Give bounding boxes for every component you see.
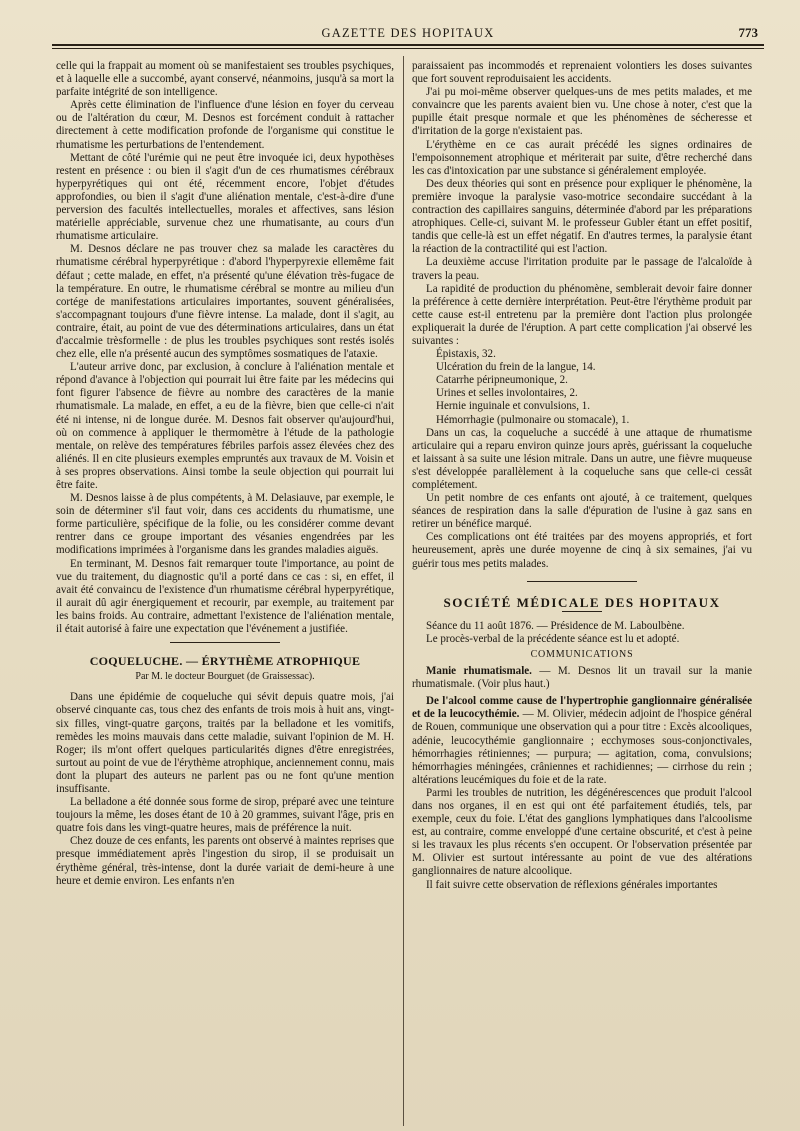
article-title: COQUELUCHE. — ÉRYTHÈME ATROPHIQUE (89, 654, 361, 669)
short-rule (562, 611, 602, 612)
paragraph: Dans une épidémie de coqueluche qui sévit depuis quatre mois, j'ai observé cinquante cas, tous chez des enfants de trois mois à huit ans, vingt-six filles, vingt-quatre garçons, traités par la belladone et les vomitifs, remèdes les moins mauvais dans cette maladie, suivant l'opinion de M. H. Roger; ils m'ont offert quelques particularités dignes d'être enregistrées, surtout au point de vue de l'érythème atrophique, anciennement connu, mais dont la plupart des auteurs ne parlent pas ou ne font qu'une mention insuffisante. (56, 691, 394, 795)
communication-title: Manie rhumatismale. (426, 665, 532, 678)
paragraph: Des deux théories qui sont en présence pour expliquer le phénomène, la première invoque la paralysie vaso-motrice secondaire succédant à la contraction des capillaires sanguins, déterminée d'abord par les préparations atrophiques. Celle-ci, suivant M. le professeur Gubler étant un effet positif, tandis que celle-là est un effet négatif. En d'autres termes, la paralysie étant la réaction de la contractilité qui est l'action. (412, 177, 752, 256)
page-header (52, 18, 764, 46)
paragraph: Dans un cas, la coqueluche a succédé à une attaque de rhumatisme articulaire qui a reparu environ quinze jours après, guérissant la coqueluche et laissant à sa suite une lésion mitrale. Dans un autre, une fièvre muqueuse s'est développée parallèlement à la coqueluche sans que celle-ci cessât complétement. (412, 426, 752, 491)
right-column (412, 60, 752, 1128)
list-item: Urines et selles involontaires, 2. (436, 387, 578, 400)
communication-text: — M. Desnos lit un travail sur la manie rhumatismale. (Voir plus haut.) (412, 665, 752, 691)
paragraph: Après cette élimination de l'influence d'une lésion en foyer du cerveau ou de l'altération du cœur, M. Desnos est forcément conduit à rattacher directement à cette modification profonde de l'organisme qui constitue le rhumatisme les perturbations de l'entendement. (56, 99, 394, 151)
paragraph: L'auteur arrive donc, par exclusion, à conclure à l'aliénation mentale et répond d'avance à l'objection qui pourrait lui être faite par les médecins qui font figurer l'absence de fièvre au nombre des caractères de la manie rhumatismale. La malade, en effet, a eu de la fièvre, bien que celle-ci n'ait été ni intense, ni de longue durée. M. Desnos fait observer qu'aujourd'hui, où on commence à appliquer le thermomètre à l'étude de la pathologie mentale, on relève des températures fébriles parfois assez élevées chez des aliénés. Il en cite plusieurs exemples empruntés aux travaux de M. Voisin et à ses propres observations. Ainsi tombe la seule objection qui pourrait lui être faite. (56, 361, 394, 491)
paragraph: Mettant de côté l'urémie qui ne peut être invoquée ici, deux hypothèses restent en présence : ou bien il s'agit d'un de ces rhumatismes cérébraux hyperpyrétiques qui ont été, récemment encore, l'objet d'études approfondies, ou bien il s'agit d'une aliénation mentale, c'est-à-dire d'une perversion des facultés intellectuelles, morales et affectives, sans lésion matérielle appréciable, survenue chez une rhumatisante, au cours d'un rhumatisme articulaire. (56, 151, 394, 243)
paragraph: M. Desnos déclare ne pas trouver chez sa malade les caractères du rhumatisme cérébral hyperpyrétique : d'abord l'hyperpyrexie ellemême fait défaut ; cette malade, en effet, n'a présenté qu'une élévation très-fugace de la température. En outre, le rhumatisme cérébral se montre au milieu d'un cortége de manifestations articulaires importantes, souvent généralisées, s'accompagnant toujours d'une fièvre intense. La malade, dont il s'agit, au contraire, était, au point de vue des déterminations articulaires, dans un état d'accalmie trèsformelle : de plus les troubles psychiques sont restés isolés chez elle, elle n'a présenté aucun des symptômes sosmatiques de l'ataxie. (56, 243, 394, 361)
paragraph: La deuxième accuse l'irritation produite par le passage de l'alcaloïde à travers la peau. (412, 256, 752, 282)
paragraph: En terminant, M. Desnos fait remarquer toute l'importance, au point de vue du traitement, du diagnostic qu'il a porté dans ce cas : si, en effet, il avait été convaincu de l'existence d'un rhumatisme cérébral hyperpyrétique, il aurait dû agir énergiquement et recourir, par exemple, au traitement par les bains froids. Au contraire, admettant l'existence de l'aliénation mentale, il était autorisé à faire une expectation que l'événement a justifiée. (56, 557, 394, 636)
paragraph (412, 695, 752, 787)
paragraph: La belladone a été donnée sous forme de sirop, préparé avec une teinture toujours la même, les doses étant de 10 à 20 grammes, suivant l'âge, pris en quatre fois dans les vingt-quatre heures, mais de préférence la nuit. (56, 796, 394, 835)
column-divider (403, 56, 404, 1126)
header-rule-thick (52, 44, 764, 46)
section-separator (170, 642, 280, 643)
paragraph: Un petit nombre de ces enfants ont ajouté, à ce traitement, quelques séances de respiration dans la salle d'épuration de l'usine à gaz sans en retirer un bénéfice marqué. (412, 492, 752, 531)
paragraph: Parmi les troubles de nutrition, les dégénérescences que produit l'alcool dans nos organes, il en est qui ont été parfaitement étudiés, tels, par exemple, ceux du foie. L'état des ganglions lymphatiques dans l'alcoolisme est, au contraire, comme enveloppé d'une certaine obscurité, et c'est à peine si les travaux les plus récents s'en occupent. Or l'observation présentée par M. Olivier est surtout intéressante au point de vue des altérations ganglionnaires de nature alcoolique. (412, 786, 752, 878)
header-rule-thin (52, 48, 764, 49)
proces-verbal-line: Le procès-verbal de la précédente séance est lu et adopté. (426, 632, 680, 645)
list-item: Hernie inguinale et convulsions, 1. (436, 400, 591, 413)
seance-line: Séance du 11 août 1876. — Présidence de M. Laboulbène. (426, 619, 685, 632)
list-item: Épistaxis, 32. (436, 348, 496, 361)
paragraph: Il fait suivre cette observation de réflexions générales importantes (426, 878, 718, 891)
paragraph: Ces complications ont été traitées par des moyens appropriés, et fort heureusement, après une durée moyenne de cinq à six semaines, j'ai vu guérir tous mes petits malades. (412, 531, 752, 570)
list-item: Ulcération du frein de la langue, 14. (436, 361, 596, 374)
paragraph: J'ai pu moi-même observer quelques-uns de mes petits malades, et me convaincre que les parents avaient bien vu. Une chose à noter, c'est que la pupille était presque normale et que les phénomènes de sécheresse et d'irritation de la gorge n'existaient pas. (412, 86, 752, 138)
paragraph: La rapidité de production du phénomène, semblerait devoir faire donner la préférence à cette dernière interprétation. Peut-être l'érythème produit par cette cause est-il entretenu par la première dont l'action plus prolongée expliquerait la durée de l'éruption. A part cette complication j'ai observé les suivantes : (412, 282, 752, 347)
page-number: 773 (738, 25, 758, 40)
section-separator (527, 581, 637, 582)
paragraph: Chez douze de ces enfants, les parents ont observé à maintes reprises que presque immédiatement après l'ingestion du sirop, il se produisait un érythème général, très-intense, dont la durée variait de demi-heure à une heure et demie environ. Les enfants n'en (56, 835, 394, 887)
list-item: Catarrhe péripneumonique, 2. (436, 374, 568, 387)
left-column (56, 60, 394, 1128)
list-item: Hémorrhagie (pulmonaire ou stomacale), 1. (436, 413, 630, 426)
paragraph: M. Desnos laisse à de plus compétents, à M. Delasiauve, par exemple, le soin de déterminer s'il faut voir, dans ces accidents du rhumatisme, une forme particulière, spécifique de la folie, ou les considérer comme devant rentrer dans ce groupe important des vésanies engendrées par les modifications imprimées à l'organisme dans les grandes maladies aiguës. (56, 492, 394, 557)
communication-title: De l'alcool comme cause de l'hypertrophie ganglionnaire généralisée et de la leucocythémie. (412, 695, 752, 721)
complication-list (412, 348, 752, 427)
society-title: SOCIÉTÉ MÉDICALE DES HOPITAUX (443, 594, 721, 610)
paragraph: paraissaient pas incommodés et reprenaient volontiers les doses suivantes que fort souvent reproduisaient les accidents. (412, 60, 752, 86)
communication-text: — M. Olivier, médecin adjoint de l'hospice général de Rouen, communique une observation qui a pour titre : Excès alcooliques, adénie, leucocythémie ganglionnaire ; ecchymoses sous-conjonctivales, hémorrhagies rétiniennes; — purpura; — agitation, coma, convulsions; hémorrhagies méningées, crâniennes et rachidiennes; — cirrhose du rein ; altérations leucémiques du foie et de la rate. (412, 708, 752, 786)
paragraph: L'érythème en ce cas aurait précédé les signes ordinaires de l'empoisonnement atrophique et mériterait par suite, d'être recherché dans les cas d'intoxication par une substance si généralement employée. (412, 138, 752, 177)
article-byline: Par M. le docteur Bourguet (de Graissessac). (135, 671, 315, 683)
journal-title: GAZETTE DES HOPITAUX (321, 26, 495, 40)
paragraph (412, 665, 752, 691)
paragraph: celle qui la frappait au moment où se manifestaient ses troubles psychiques, et à laquelle elle a succombé, ayant conservé, néanmoins, jusqu'à sa mort la parfaite intégrité de son intelligence. (56, 60, 394, 99)
communications-heading: COMMUNICATIONS (530, 648, 634, 660)
